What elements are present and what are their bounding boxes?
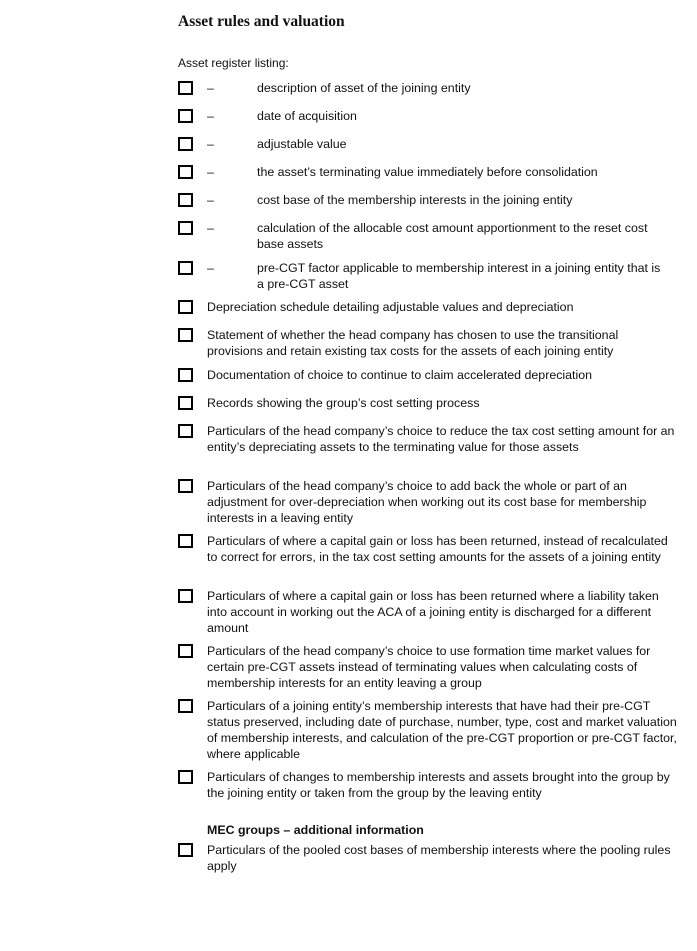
page-title: Asset rules and valuation <box>178 13 345 30</box>
item-text: Statement of whether the head company has chosen to use the transitional provisions and retain existing tax costs for the assets of each joining entity <box>207 328 619 358</box>
checkbox[interactable] <box>178 109 193 123</box>
item-text: Particulars of a joining entity’s membership interests that have had their pre-CGT status preserved, including date of purchase, number, type, cost and market valuation of membership interests, and calculation of the pre-CGT proportion or pre-CGT factor, where applicable <box>207 699 677 761</box>
checkbox[interactable] <box>178 699 193 713</box>
checkbox[interactable] <box>178 479 193 493</box>
checkbox[interactable] <box>178 137 193 151</box>
dash-marker: – <box>207 109 214 123</box>
item-text: Particulars of the head company’s choice to add back the whole or part of an adjustment for over-depreciation when working out its cost base for membership interests in a leaving entity <box>207 479 647 525</box>
item-text: date of acquisition <box>257 109 357 123</box>
dash-marker: – <box>207 81 214 95</box>
item-text: Records showing the group’s cost setting process <box>207 396 480 410</box>
item-text: adjustable value <box>257 137 347 151</box>
item-text: pre-CGT factor applicable to membership interest in a joining entity that is a pre-CGT asset <box>257 261 661 291</box>
dash-marker: – <box>207 261 214 275</box>
checkbox[interactable] <box>178 165 193 179</box>
checkbox[interactable] <box>178 644 193 658</box>
checkbox[interactable] <box>178 396 193 410</box>
checkbox[interactable] <box>178 534 193 548</box>
item-text: Depreciation schedule detailing adjustable values and depreciation <box>207 300 574 314</box>
dash-marker: – <box>207 137 214 151</box>
checkbox[interactable] <box>178 589 193 603</box>
mec-section-heading: MEC groups – additional information <box>207 823 424 837</box>
checkbox[interactable] <box>178 770 193 784</box>
checkbox[interactable] <box>178 81 193 95</box>
item-text: description of asset of the joining entity <box>257 81 471 95</box>
dash-marker: – <box>207 193 214 207</box>
dash-marker: – <box>207 221 214 235</box>
checkbox[interactable] <box>178 368 193 382</box>
item-text: Particulars of the head company’s choice to reduce the tax cost setting amount for an entity’s depreciating assets to the terminating value for those assets <box>207 424 675 454</box>
item-text: Particulars of changes to membership interests and assets brought into the group by the joining entity or taken from the group by the leaving entity <box>207 770 670 800</box>
checkbox[interactable] <box>178 424 193 438</box>
item-text: Particulars of where a capital gain or loss has been returned, instead of recalculated to correct for errors, in the tax cost setting amounts for the assets of a joining entity <box>207 534 668 564</box>
dash-marker: – <box>207 165 214 179</box>
item-text: calculation of the allocable cost amount apportionment to the reset cost base assets <box>257 221 648 251</box>
item-text: Particulars of the head company’s choice to use formation time market values for certain pre-CGT assets instead of terminating values when calculating costs of membership interests for an entity leaving a group <box>207 644 651 690</box>
checkbox[interactable] <box>178 221 193 235</box>
item-text: Documentation of choice to continue to claim accelerated depreciation <box>207 368 593 382</box>
checkbox[interactable] <box>178 300 193 314</box>
item-text: Particulars of where a capital gain or loss has been returned where a liability taken into account in working out the ACA of a joining entity is discharged for a different amount <box>207 589 659 635</box>
item-text: Particulars of the pooled cost bases of membership interests where the pooling rules apply <box>207 843 671 873</box>
checkbox[interactable] <box>178 193 193 207</box>
item-text: the asset’s terminating value immediately before consolidation <box>257 165 598 179</box>
item-text: cost base of the membership interests in the joining entity <box>257 193 573 207</box>
checkbox[interactable] <box>178 328 193 342</box>
asset-register-intro: Asset register listing: <box>178 56 289 70</box>
checkbox[interactable] <box>178 261 193 275</box>
checkbox[interactable] <box>178 843 193 857</box>
